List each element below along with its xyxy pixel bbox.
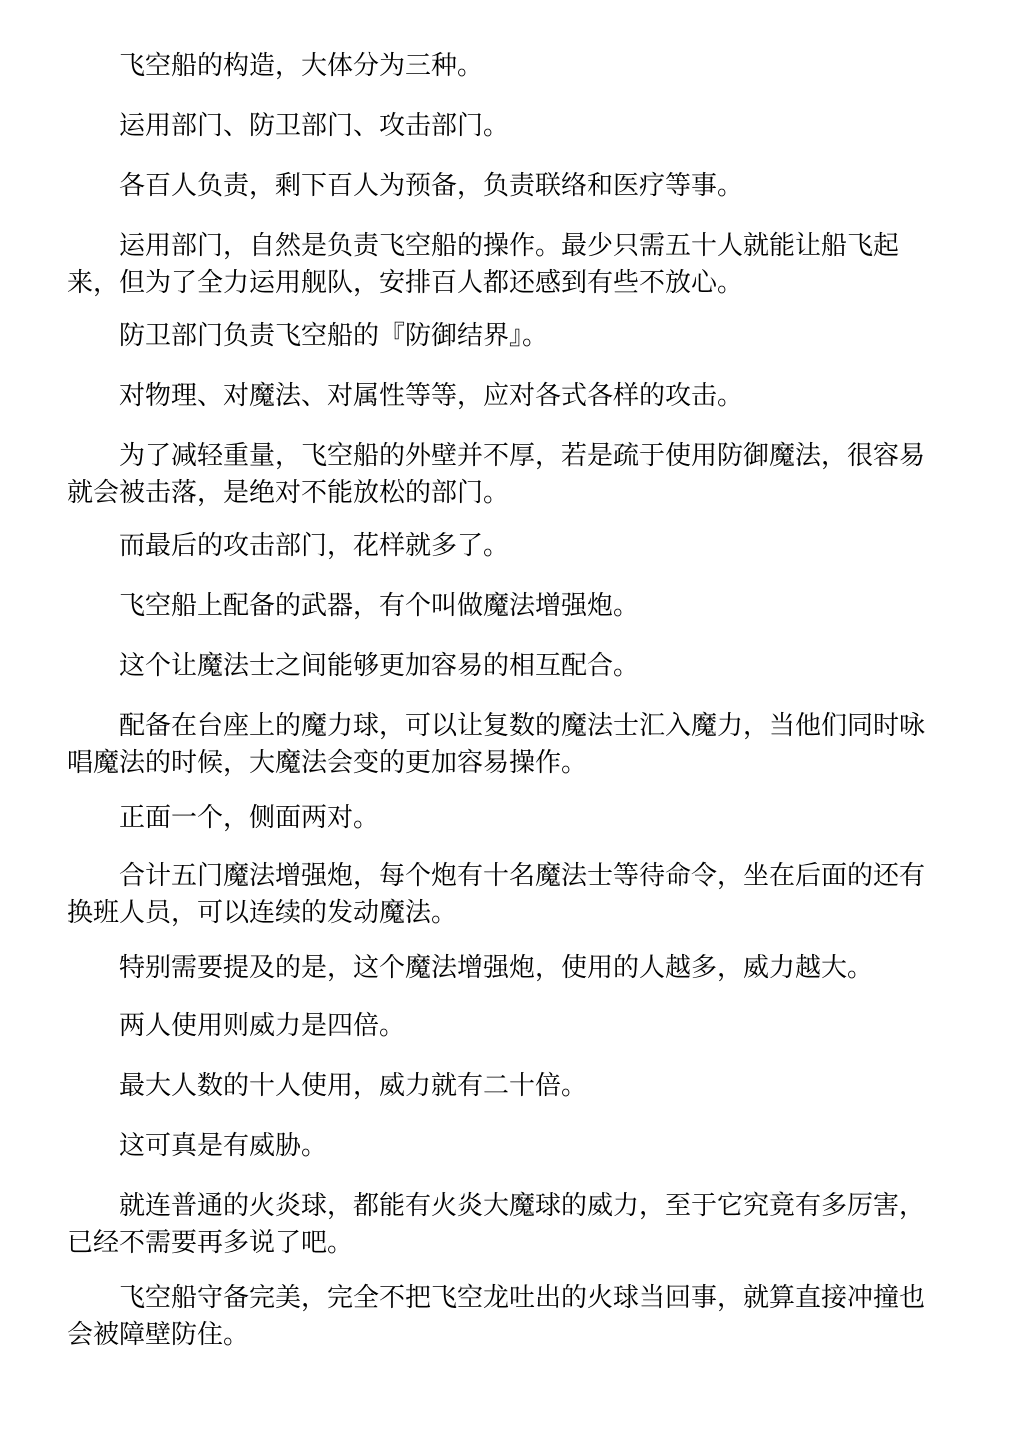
paragraph: 这个让魔法士之间能够更加容易的相互配合。 [119, 651, 640, 681]
paragraph: 对物理、对魔法、对属性等等，应对各式各样的攻击。 [119, 381, 744, 411]
paragraph: 配备在台座上的魔力球，可以让复数的魔法士汇入魔力，当他们同时咏唱魔法的时候，大魔法会变的更加容易操作。 [67, 711, 926, 778]
paragraph: 飞空船上配备的武器，有个叫做魔法增强炮。 [119, 591, 640, 621]
paragraph: 就连普通的火炎球，都能有火炎大魔球的威力，至于它究竟有多厉害，已经不需要再多说了吧。 [67, 1191, 926, 1258]
paragraph: 最大人数的十人使用，威力就有二十倍。 [119, 1071, 588, 1101]
paragraph: 特别需要提及的是，这个魔法增强炮，使用的人越多，威力越大。 [119, 953, 874, 983]
paragraph: 正面一个，侧面两对。 [119, 803, 380, 833]
paragraph: 两人使用则威力是四倍。 [119, 1011, 406, 1041]
paragraph: 防卫部门负责飞空船的『防御结界』。 [119, 321, 549, 351]
paragraph: 飞空船守备完美，完全不把飞空龙吐出的火球当回事，就算直接冲撞也会被障壁防住。 [67, 1283, 926, 1350]
paragraph: 合计五门魔法增强炮，每个炮有十名魔法士等待命令，坐在后面的还有换班人员，可以连续的发动魔法。 [67, 861, 926, 928]
paragraph: 而最后的攻击部门，花样就多了。 [119, 531, 510, 561]
paragraph: 飞空船的构造，大体分为三种。 [119, 51, 484, 81]
paragraph: 运用部门、防卫部门、攻击部门。 [119, 111, 510, 141]
paragraph: 这可真是有威胁。 [119, 1131, 328, 1161]
paragraph: 为了减轻重量，飞空船的外壁并不厚，若是疏于使用防御魔法，很容易就会被击落，是绝对不能放松的部门。 [67, 441, 926, 508]
paragraph: 运用部门，自然是负责飞空船的操作。最少只需五十人就能让船飞起来，但为了全力运用舰队，安排百人都还感到有些不放心。 [67, 231, 900, 298]
paragraph: 各百人负责，剩下百人为预备，负责联络和医疗等事。 [119, 171, 744, 201]
